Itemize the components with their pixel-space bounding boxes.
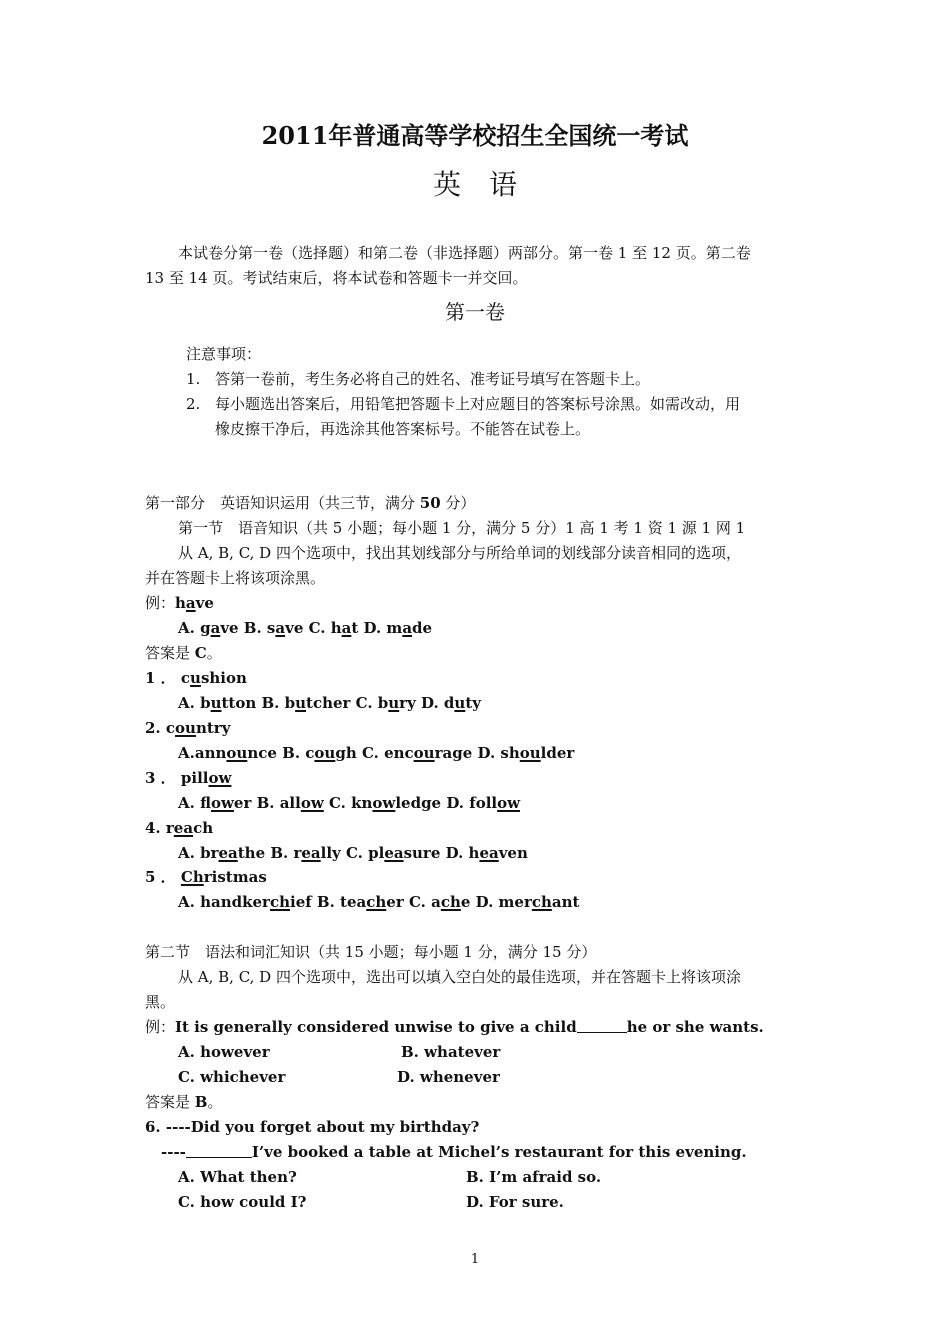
section-2-heading: 第二节 语法和词汇知识（共 15 小题；每小题 1 分，满分 15 分）: [145, 943, 597, 961]
section-1-instruction-line-2: 并在答题卡上将该项涂黑。: [145, 569, 326, 587]
question-5: 5 ． Christmas: [145, 868, 267, 886]
section-1-example-answer: 答案是 C。: [145, 644, 222, 662]
intro-line-1: 本试卷分第一卷（选择题）和第二卷（非选择题）两部分。第一卷 1 至 12 页。第二卷: [178, 244, 751, 262]
question-6-option-b: B. I’m afraid so.: [466, 1168, 602, 1186]
section-1-heading: 第一节 语音知识（共 5 小题；每小题 1 分，满分 5 分）1 高 1 考 1 资 1 源 1 网 1: [178, 519, 746, 537]
question-2-options: A.announce B. cough C. encourage D. shoulder: [178, 744, 575, 762]
example-option-d: D. whenever: [397, 1068, 500, 1086]
question-1: 1 ． cushion: [145, 669, 247, 687]
subject-title: 英语: [432, 168, 545, 201]
note-1-text: 答第一卷前，考生务必将自己的姓名、准考证号填写在答题卡上。: [215, 370, 651, 388]
example-option-b: B. whatever: [401, 1043, 501, 1061]
section-1-example-options: A. gave B. save C. hat D. made: [178, 619, 433, 637]
question-1-options: A. button B. butcher C. bury D. duty: [178, 694, 481, 712]
exam-title: 2011年普通高等学校招生全国统一考试: [261, 121, 689, 150]
question-5-options: A. handkerchief B. teacher C. ache D. merchant: [178, 893, 580, 911]
section-2-example: 例：It is generally considered unwise to give a child he or she wants.: [145, 1018, 764, 1036]
note-2-text-line-1: 每小题选出答案后，用铅笔把答题卡上对应题目的答案标号涂黑。如需改动，用: [215, 395, 741, 413]
page-number: 1: [470, 1252, 480, 1267]
question-6-option-d: D. For sure.: [466, 1193, 564, 1211]
section-2-instruction-line-2: 黑。: [145, 993, 176, 1011]
question-3: 3 ． pillow: [145, 769, 232, 787]
example-option-c: C. whichever: [178, 1068, 286, 1086]
note-2-text-line-2: 橡皮擦干净后，再选涂其他答案标号。不能答在试卷上。: [215, 420, 591, 438]
question-6-reply: ---- I’ve booked a table at Michel’s restaurant for this evening.: [161, 1143, 747, 1161]
note-1-number: 1.: [186, 370, 201, 388]
section-2-example-answer: 答案是 B。: [145, 1093, 223, 1111]
answer-blank: [186, 1143, 252, 1158]
volume-title: 第一卷: [445, 300, 505, 324]
question-6-option-c: C. how could I?: [178, 1193, 307, 1211]
section-2-instruction-line-1: 从 A, B, C, D 四个选项中，选出可以填入空白处的最佳选项，并在答题卡上将该项涂: [178, 968, 741, 986]
question-4-options: A. breathe B. really C. pleasure D. heaven: [178, 844, 528, 862]
notes-heading: 注意事项：: [186, 345, 262, 363]
section-1-instruction-line-1: 从 A, B, C, D 四个选项中，找出其划线部分与所给单词的划线部分读音相同的选项，: [178, 544, 741, 562]
example-option-a: A. however: [178, 1043, 270, 1061]
question-2: 2. country: [145, 719, 231, 737]
question-6-option-a: A. What then?: [178, 1168, 297, 1186]
question-4: 4. reach: [145, 819, 214, 837]
answer-blank: [577, 1018, 627, 1033]
part-1-heading: 第一部分 英语知识运用（共三节，满分 50 分）: [145, 494, 476, 512]
question-6: 6. ----Did you forget about my birthday?: [145, 1118, 480, 1136]
section-1-example: 例：have: [145, 594, 214, 612]
note-2-number: 2.: [186, 395, 201, 413]
intro-line-2: 13 至 14 页。考试结束后，将本试卷和答题卡一并交回。: [145, 269, 528, 287]
question-3-options: A. flower B. allow C. knowledge D. follow: [178, 794, 521, 812]
